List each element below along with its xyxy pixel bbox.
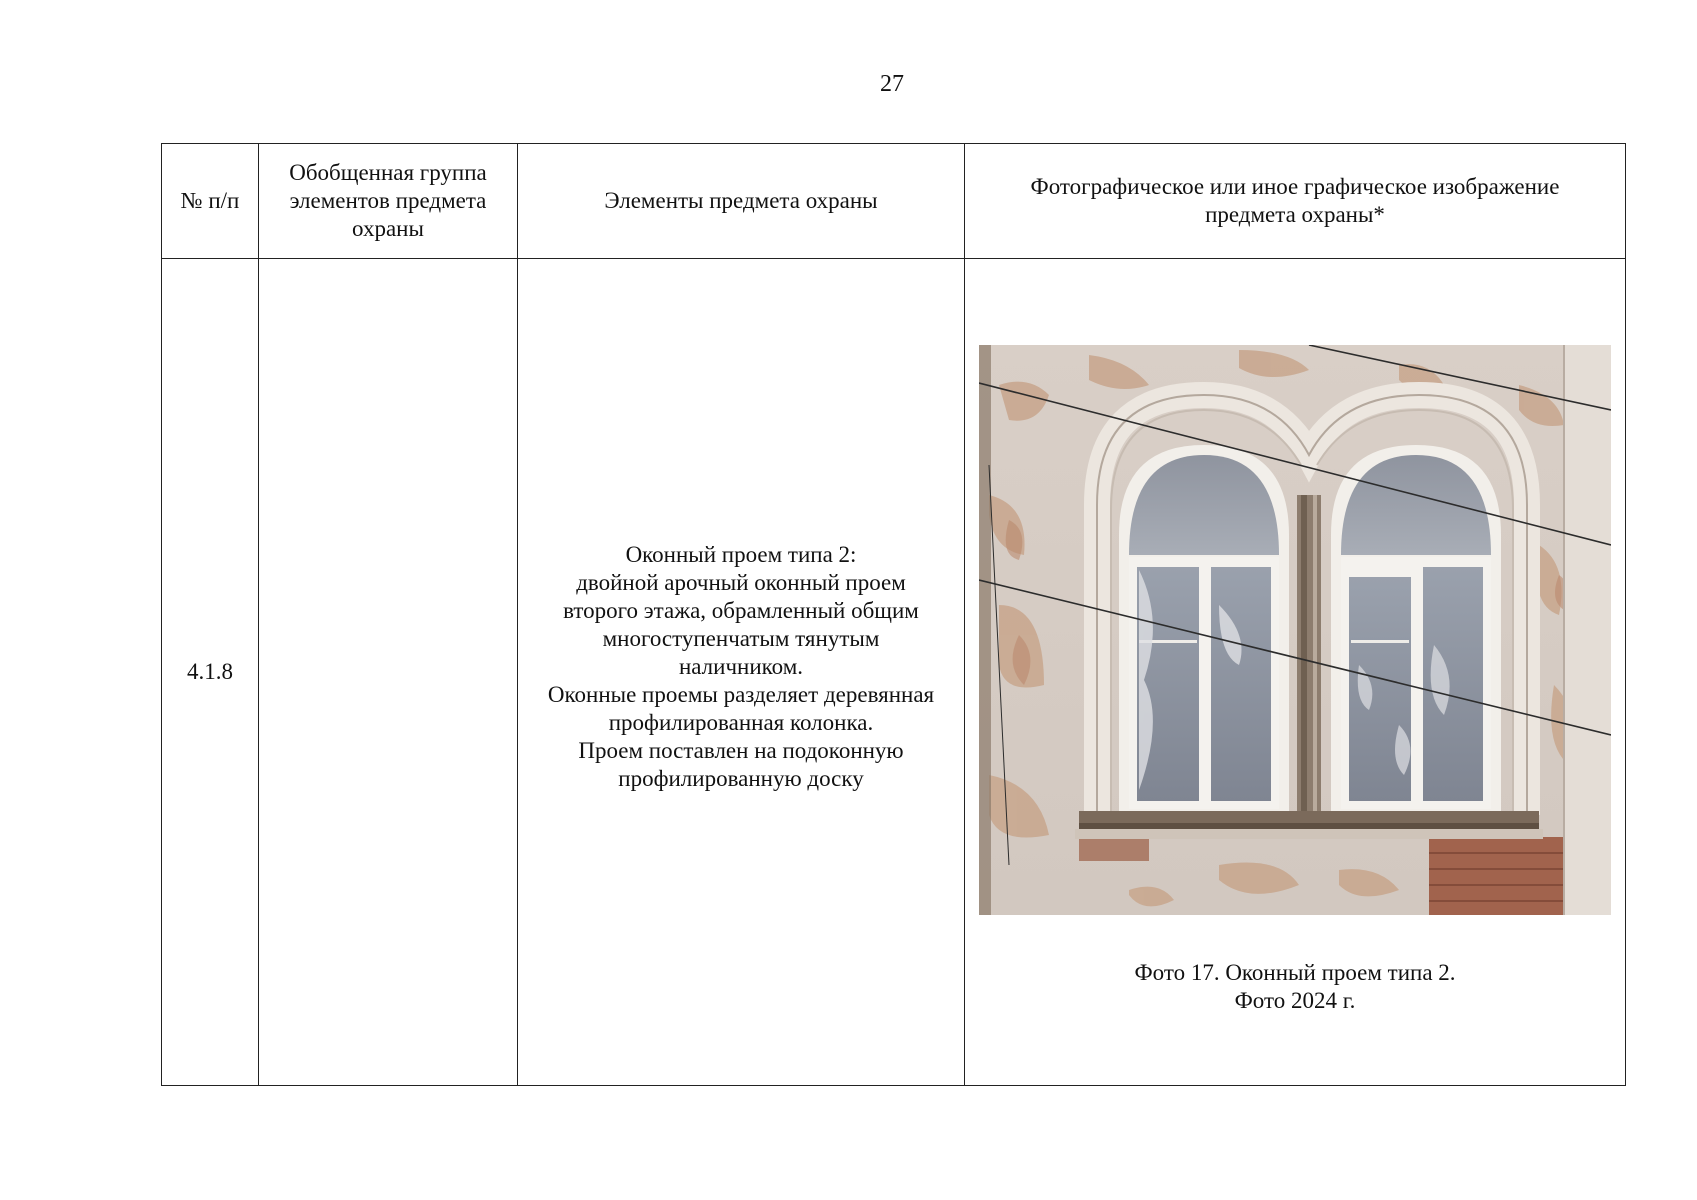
cell-number — [162, 259, 259, 1086]
elements-line: Проем поставлен на подоконную — [578, 738, 904, 763]
header-group — [259, 144, 518, 259]
elements-line: профилированную доску — [618, 766, 864, 791]
photo-caption-line: Фото 17. Оконный проем типа 2. — [1134, 960, 1456, 985]
header-elements-label: Элементы предмета охраны — [604, 188, 878, 213]
elements-line: Оконный проем типа 2: — [625, 542, 857, 567]
table-row — [162, 259, 1626, 1086]
elements-description — [518, 541, 964, 793]
elements-line: двойной арочный оконный проем — [576, 570, 906, 595]
page-number: 27 — [880, 71, 904, 97]
header-elements — [518, 144, 965, 259]
header-number — [162, 144, 259, 259]
header-photo-label: Фотографическое или иное графическое изображение предмета охраны* — [1030, 174, 1560, 227]
protection-table — [161, 143, 1626, 1086]
cell-photo — [965, 259, 1626, 1086]
window-photo — [979, 345, 1611, 915]
cell-elements — [518, 259, 965, 1086]
elements-line: многоступенчатым тянутым — [602, 626, 880, 651]
photo-caption — [965, 959, 1625, 1015]
table-header-row — [162, 144, 1626, 259]
cell-group — [259, 259, 518, 1086]
header-group-label: Обобщенная группа элементов предмета охраны — [289, 160, 487, 241]
row-number: 4.1.8 — [187, 659, 233, 684]
elements-line: наличником. — [678, 654, 804, 679]
header-photo — [965, 144, 1626, 259]
elements-line: Оконные проемы разделяет деревянная — [547, 682, 935, 707]
window-photo-image — [979, 345, 1611, 915]
elements-line: второго этажа, обрамленный общим — [563, 598, 919, 623]
photo-caption-line: Фото 2024 г. — [1234, 988, 1356, 1013]
elements-line: профилированная колонка. — [608, 710, 874, 735]
header-number-label: № п/п — [180, 188, 240, 213]
